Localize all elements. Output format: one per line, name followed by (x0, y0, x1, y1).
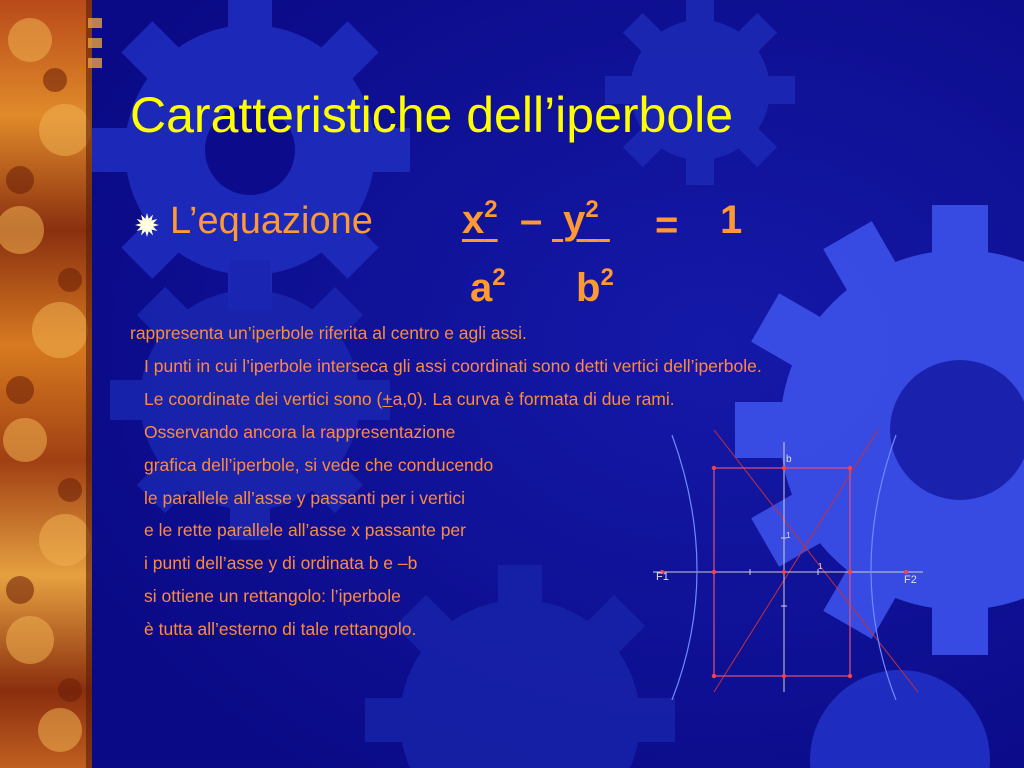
b-point (782, 466, 786, 470)
equation-denominator-a: $a^2$ (470, 264, 506, 310)
equation-rhs: 1 (720, 198, 743, 242)
label-b: b (786, 454, 792, 465)
vertex-point (848, 570, 852, 574)
equation-label: L’equazione (170, 200, 373, 242)
text-line: si ottiene un rettangolo: l’iperbole (144, 586, 401, 606)
text-line: i punti dell’asse y di ordinata b e –b (144, 553, 418, 573)
text-line: grafica dell’iperbole, si vede che conducendo (144, 455, 494, 475)
text-line-vertex-coordinates: Le coordinate dei vertici sono (+a,0). La curva è formata di due rami. (144, 389, 675, 409)
equation-denominator-b: $b^2$ (576, 264, 614, 310)
equation-numerator-x: $x^2$ (462, 196, 498, 242)
hyperbola-diagram (648, 430, 928, 700)
text-line: le parallele all’asse y passanti per i vertici (144, 488, 465, 508)
text-line-vertices: I punti in cui l’iperbole interseca gli assi coordinati sono detti vertici dell’iperbole. (144, 356, 762, 376)
equation-minus: – (520, 198, 543, 242)
label-f1: F1 (656, 571, 669, 583)
slide-title: Caratteristiche dell’iperbole (130, 87, 734, 143)
text-line: e le rette parallele all’asse x passante per (144, 520, 466, 540)
hyperbola-right-branch (871, 435, 896, 700)
vertex-point (712, 570, 716, 574)
label-one-y: 1 (786, 531, 791, 540)
equation-equals: = (655, 203, 679, 247)
text-line: è tutta all’esterno di tale rettangolo. (144, 619, 417, 639)
label-f2: F2 (904, 574, 917, 586)
minus-b-point (782, 674, 786, 678)
equation-numerator-y: $y^2$ (563, 196, 599, 242)
asymptote-line (714, 430, 918, 692)
sun-burst-icon (134, 212, 160, 238)
intro-line: rappresenta un’iperbole riferita al centro e agli assi. (130, 323, 527, 343)
text-line: Osservando ancora la rappresentazione (144, 422, 456, 442)
asymptote-line (714, 430, 878, 692)
hyperbola-left-branch (672, 435, 697, 700)
label-one-x: 1 (818, 562, 823, 571)
